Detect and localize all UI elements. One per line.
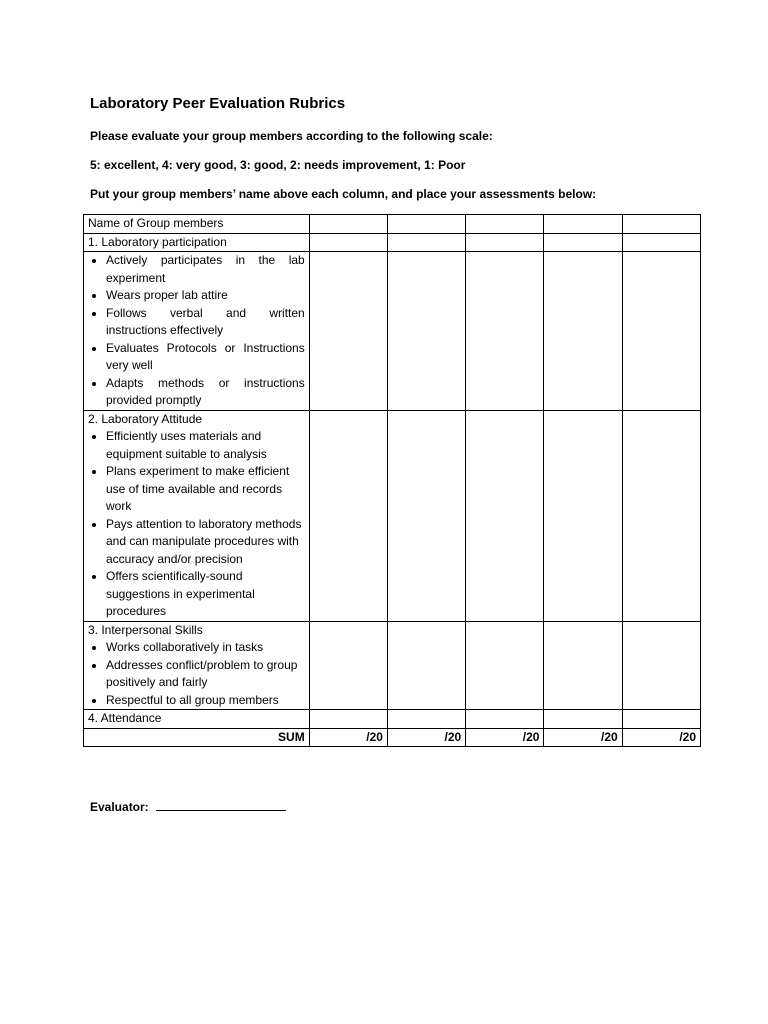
table-row-section-1-heading <box>84 233 701 252</box>
list-item: • Works collaboratively in tasks <box>106 639 305 657</box>
document-title: Laboratory Peer Evaluation Rubrics <box>90 95 346 112</box>
list-item: • Pays attention to laboratory methods and can manipulate procedures with accuracy and/or precision <box>106 516 305 569</box>
score-cell[interactable] <box>309 710 387 729</box>
member-name-cell-5[interactable] <box>622 215 700 234</box>
score-cell[interactable] <box>622 410 700 621</box>
table-row-sum <box>84 728 701 747</box>
score-cell[interactable] <box>544 233 622 252</box>
list-item: • Wears proper lab attire <box>106 287 305 305</box>
intro-text: Please evaluate your group members according to the following scale: <box>90 129 493 143</box>
score-cell[interactable] <box>466 410 544 621</box>
score-cell[interactable] <box>387 410 465 621</box>
score-cell[interactable] <box>544 621 622 710</box>
table-row-section-1-items <box>84 252 701 411</box>
list-item: • Efficiently uses materials and equipment suitable to analysis <box>106 428 305 463</box>
criteria-cell <box>84 410 310 621</box>
sum-value[interactable]: /20 <box>309 728 387 747</box>
section-heading: 2. Laboratory Attitude <box>88 411 203 426</box>
sum-value[interactable]: /20 <box>466 728 544 747</box>
table-row-section-4 <box>84 710 701 729</box>
member-name-cell-2[interactable] <box>387 215 465 234</box>
score-cell[interactable] <box>466 621 544 710</box>
score-cell[interactable] <box>309 410 387 621</box>
instructions-text: Put your group members’ name above each column, and place your assessments below: <box>90 187 597 201</box>
score-cell[interactable] <box>387 710 465 729</box>
list-item: • Actively participates in the lab experiment <box>106 252 305 287</box>
criteria-list <box>88 252 305 410</box>
table-row-section-2 <box>84 410 701 621</box>
score-cell[interactable] <box>309 252 387 411</box>
list-item: • Respectful to all group members <box>106 692 305 710</box>
score-cell[interactable] <box>544 710 622 729</box>
member-name-cell-3[interactable] <box>466 215 544 234</box>
sum-value[interactable]: /20 <box>544 728 622 747</box>
section-heading: 1. Laboratory participation <box>84 233 310 252</box>
criteria-list <box>88 639 305 709</box>
sum-value[interactable]: /20 <box>622 728 700 747</box>
evaluator-label: Evaluator: <box>90 800 149 814</box>
header-label: Name of Group members <box>84 215 310 234</box>
criteria-list <box>88 428 305 621</box>
score-cell[interactable] <box>466 252 544 411</box>
list-item: • Evaluates Protocols or Instructions very well <box>106 340 305 375</box>
member-name-cell-1[interactable] <box>309 215 387 234</box>
criteria-cell <box>84 252 310 411</box>
score-cell[interactable] <box>622 621 700 710</box>
section-heading: 3. Interpersonal Skills <box>88 622 203 637</box>
list-item: • Follows verbal and written instructions effectively <box>106 305 305 340</box>
score-cell[interactable] <box>622 710 700 729</box>
score-cell[interactable] <box>622 233 700 252</box>
list-item: • Addresses conflict/problem to group positively and fairly <box>106 657 305 692</box>
section-heading: 4. Attendance <box>84 710 310 729</box>
rubric-table <box>83 214 701 747</box>
score-cell[interactable] <box>309 621 387 710</box>
score-cell[interactable] <box>309 233 387 252</box>
score-cell[interactable] <box>387 621 465 710</box>
score-cell[interactable] <box>622 252 700 411</box>
table-row-section-3 <box>84 621 701 710</box>
score-cell[interactable] <box>466 233 544 252</box>
list-item: • Plans experiment to make efficient use of time available and records work <box>106 463 305 516</box>
evaluator-line <box>90 798 286 814</box>
score-cell[interactable] <box>387 233 465 252</box>
list-item: • Offers scientifically-sound suggestions in experimental procedures <box>106 568 305 621</box>
sum-value[interactable]: /20 <box>387 728 465 747</box>
score-cell[interactable] <box>544 410 622 621</box>
sum-label: SUM <box>84 728 310 747</box>
score-cell[interactable] <box>544 252 622 411</box>
scale-text: 5: excellent, 4: very good, 3: good, 2: needs improvement, 1: Poor <box>90 158 466 172</box>
criteria-cell <box>84 621 310 710</box>
evaluator-signature-field[interactable] <box>156 798 286 811</box>
score-cell[interactable] <box>387 252 465 411</box>
table-row-header <box>84 215 701 234</box>
list-item: • Adapts methods or instructions provided promptly <box>106 375 305 410</box>
score-cell[interactable] <box>466 710 544 729</box>
member-name-cell-4[interactable] <box>544 215 622 234</box>
